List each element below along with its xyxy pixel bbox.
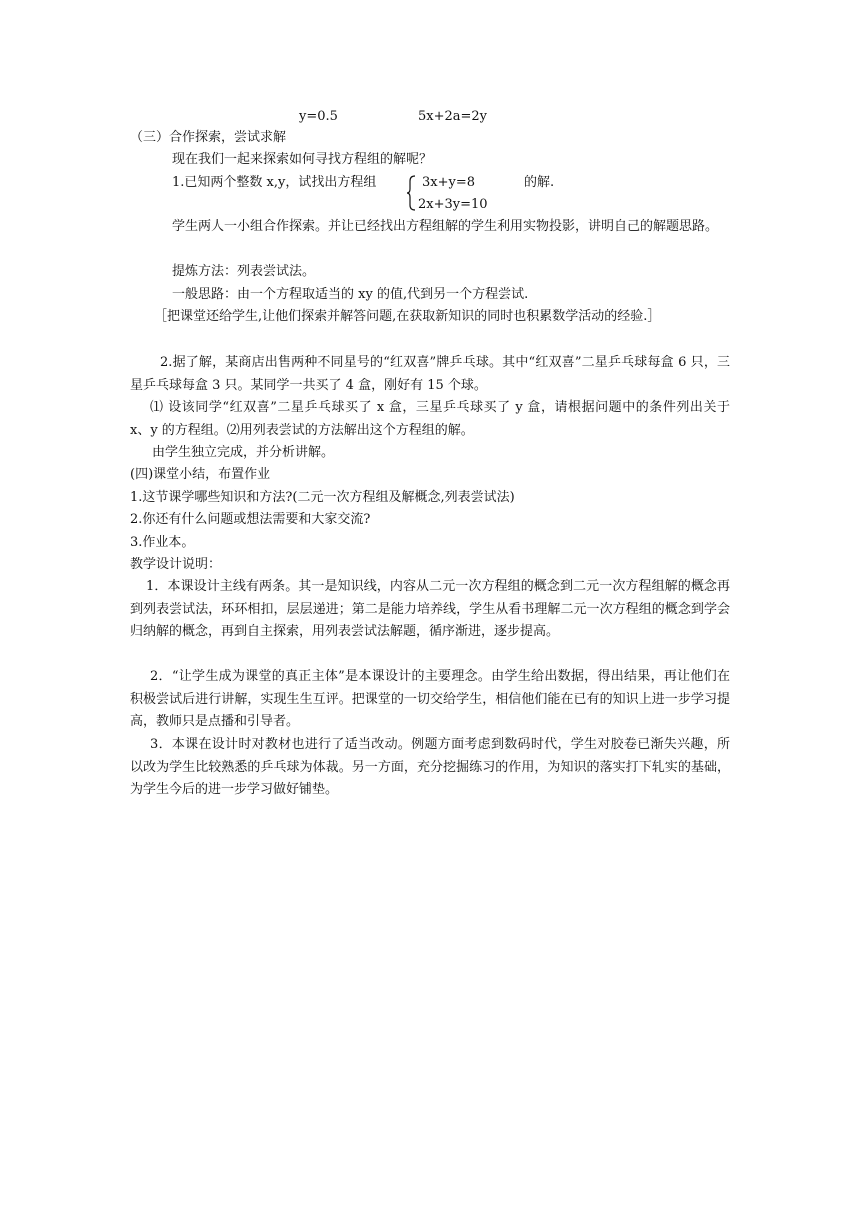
general-approach-line: 一般思路：由一个方程取适当的 xy 的值,代到另一个方程尝试. [172,287,529,302]
question-2-subparts: ⑴ 设该同学“红双喜”二星乒乓球买了 x 盒，三星乒乓球买了 y 盒，请根据问题中的条件列出关于 x、y 的方程组。⑵用列表尝试的方法解出这个方程组的解。 [130,400,730,438]
design-note-2: 2．“让学生成为课堂的真正主体”是本课设计的主要理念。由学生给出数据，得出结果，再让他们在积极尝试后进行讲解，实现生生互评。把课堂的一切交给学生，相信他们能在已有的知识上进一步学习提高，教师只是点播和引导者。 [130,669,730,729]
system-equation-2: 2x+3y=10 [418,197,488,212]
question-1-suffix: 的解. [524,175,555,190]
question-2: 2.据了解，某商店出售两种不同星号的“红双喜”牌乒乓球。其中“红双喜”二星乒乓球每盒 6 只，三星乒乓球每盒 3 只。某同学一共买了 4 盒，刚好有 15 个球。 [130,355,730,393]
independent-work-line: 由学生独立完成，并分析讲解。 [152,445,335,460]
summary-item-1: 1.这节课学哪些知识和方法?(二元一次方程组及解概念,列表尝试法) [130,490,515,505]
section-heading-4: (四)课堂小结，布置作业 [130,467,271,482]
intro-line: 现在我们一起来探索如何寻找方程组的解呢？ [172,152,433,167]
equation-5x: 5x+2a=2y [418,109,488,124]
design-note-1: 1．本课设计主线有两条。其一是知识线，内容从二元一次方程组的概念到二元一次方程组解的概念再到列表尝试法，环环相扣，层层递进；第二是能力培养线，学生从看书理解二元一次方程组的概念到学会归纳解的概念，再到自主探索，用列表尝试法解题，循序渐进，逐步提高。 [130,579,730,639]
summary-item-3: 3.作业本。 [130,535,195,550]
section-heading-3: （三）合作探索，尝试求解 [130,130,287,145]
summary-item-2: 2.你还有什么问题或想法需要和大家交流? [130,512,371,527]
teaching-note: ［把课堂还给学生,让他们探索并解答问题,在获取新知识的同时也积累数学活动的经验.］ [154,309,661,324]
system-equation-1: 3x+y=8 [422,175,476,190]
method-line: 提炼方法：列表尝试法。 [172,264,316,279]
design-notes-title: 教学设计说明： [130,557,222,572]
pair-work-paragraph: 学生两人一小组合作探索。并让已经找出方程组解的学生利用实物投影，讲明自己的解题思路。 [172,219,719,234]
equation-y: y=0.5 [299,109,338,124]
design-note-3: 3．本课在设计时对教材也进行了适当改动。例题方面考虑到数码时代，学生对胶卷已渐失兴趣，所以改为学生比较熟悉的乒乓球为体裁。另一方面，充分挖掘练习的作用，为知识的落实打下轧实的基础，为学生今后的进一步学习做好铺垫。 [130,737,730,797]
question-1-prefix: 1.已知两个整数 x,y，试找出方程组 [172,175,377,190]
system-brace-icon [406,175,416,211]
